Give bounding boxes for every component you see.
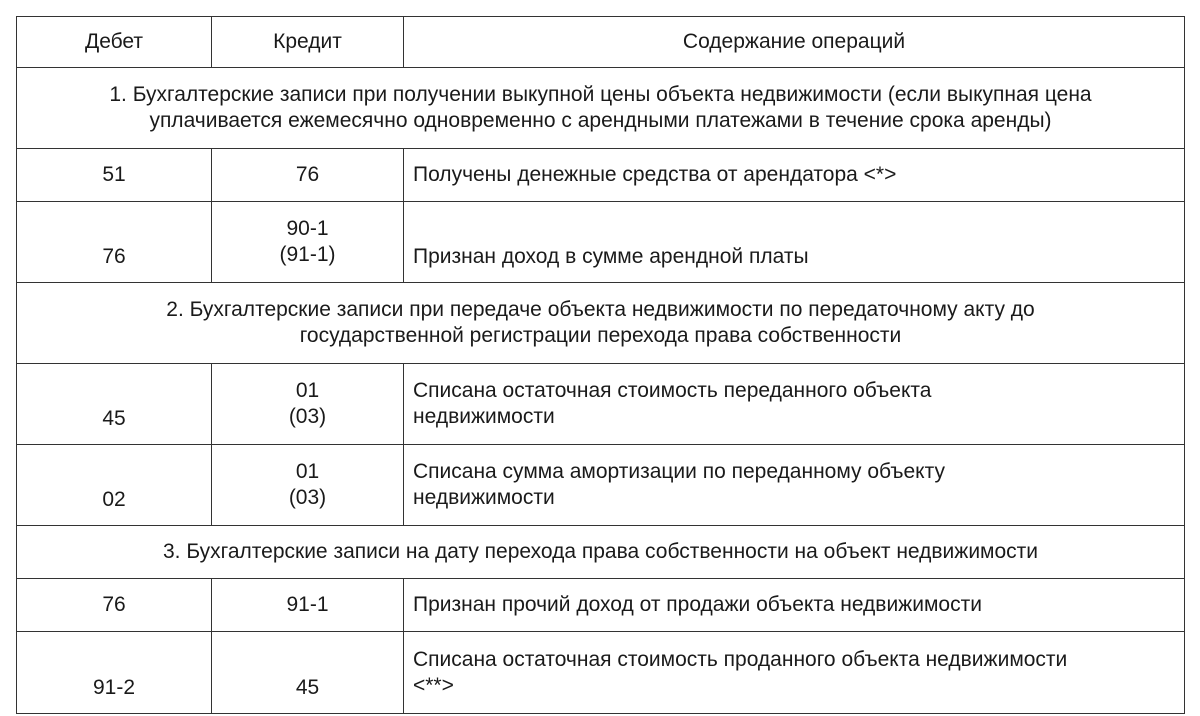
- credit-line-2: (91-1): [279, 243, 336, 266]
- content-line-2: недвижимости: [413, 486, 555, 509]
- section-row-1: [17, 68, 1185, 149]
- credit-cell: 76: [212, 149, 404, 202]
- section-heading-2: [17, 283, 1185, 364]
- section-heading-1-line-1: 1. Бухгалтерские записи при получении выкупной цены объекта недвижимости (если выкупная цена: [109, 83, 1092, 106]
- credit-cell: [212, 364, 404, 445]
- debit-cell: 51: [17, 149, 212, 202]
- section-heading-2-line-2: государственной регистрации перехода права собственности: [299, 324, 902, 347]
- credit-cell: [212, 445, 404, 526]
- content-line-1: Списана сумма амортизации по переданному объекту: [413, 460, 945, 483]
- accounting-entries-table: [16, 16, 1185, 714]
- table-row: [17, 364, 1185, 445]
- table-row: [17, 202, 1185, 283]
- content-cell: Признан доход в сумме арендной платы: [404, 202, 1185, 283]
- table-row: [17, 579, 1185, 632]
- section-heading-2-line-1: 2. Бухгалтерские записи при передаче объекта недвижимости по передаточному акту до: [166, 298, 1035, 321]
- header-row: [17, 17, 1185, 68]
- header-credit: Кредит: [212, 17, 404, 68]
- content-line-2: <**>: [413, 673, 454, 697]
- credit-cell: 45: [212, 632, 404, 714]
- content-line-1: Списана остаточная стоимость переданного объекта: [413, 379, 932, 402]
- credit-cell: [212, 202, 404, 283]
- content-cell: [404, 632, 1185, 714]
- section-heading-3: 3. Бухгалтерские записи на дату перехода права собственности на объект недвижимости: [17, 526, 1185, 579]
- table-row: [17, 445, 1185, 526]
- content-cell: Получены денежные средства от арендатора <*>: [404, 149, 1185, 202]
- section-row-2: [17, 283, 1185, 364]
- credit-cell: 91-1: [212, 579, 404, 632]
- content-cell: [404, 445, 1185, 526]
- credit-line-1: 01: [295, 379, 320, 402]
- content-line-1: Списана остаточная стоимость проданного объекта недвижимости: [413, 647, 1068, 671]
- debit-cell: 91-2: [17, 632, 212, 714]
- table-row: [17, 149, 1185, 202]
- content-line-2: недвижимости: [413, 405, 555, 428]
- header-content: Содержание операций: [404, 17, 1185, 68]
- content-cell: Признан прочий доход от продажи объекта недвижимости: [404, 579, 1185, 632]
- section-heading-1: [17, 68, 1185, 149]
- credit-line-1: 90-1: [286, 217, 329, 240]
- debit-cell: 76: [17, 579, 212, 632]
- table-row: [17, 632, 1185, 714]
- credit-line-2: (03): [288, 486, 327, 509]
- header-debit: Дебет: [17, 17, 212, 68]
- section-heading-1-line-2: уплачивается ежемесячно одновременно с арендными платежами в течение срока аренды): [149, 109, 1052, 132]
- debit-cell: 45: [17, 364, 212, 445]
- content-cell: [404, 364, 1185, 445]
- credit-line-2: (03): [288, 405, 327, 428]
- debit-cell: 02: [17, 445, 212, 526]
- credit-line-1: 01: [295, 460, 320, 483]
- debit-cell: 76: [17, 202, 212, 283]
- section-row-3: [17, 526, 1185, 579]
